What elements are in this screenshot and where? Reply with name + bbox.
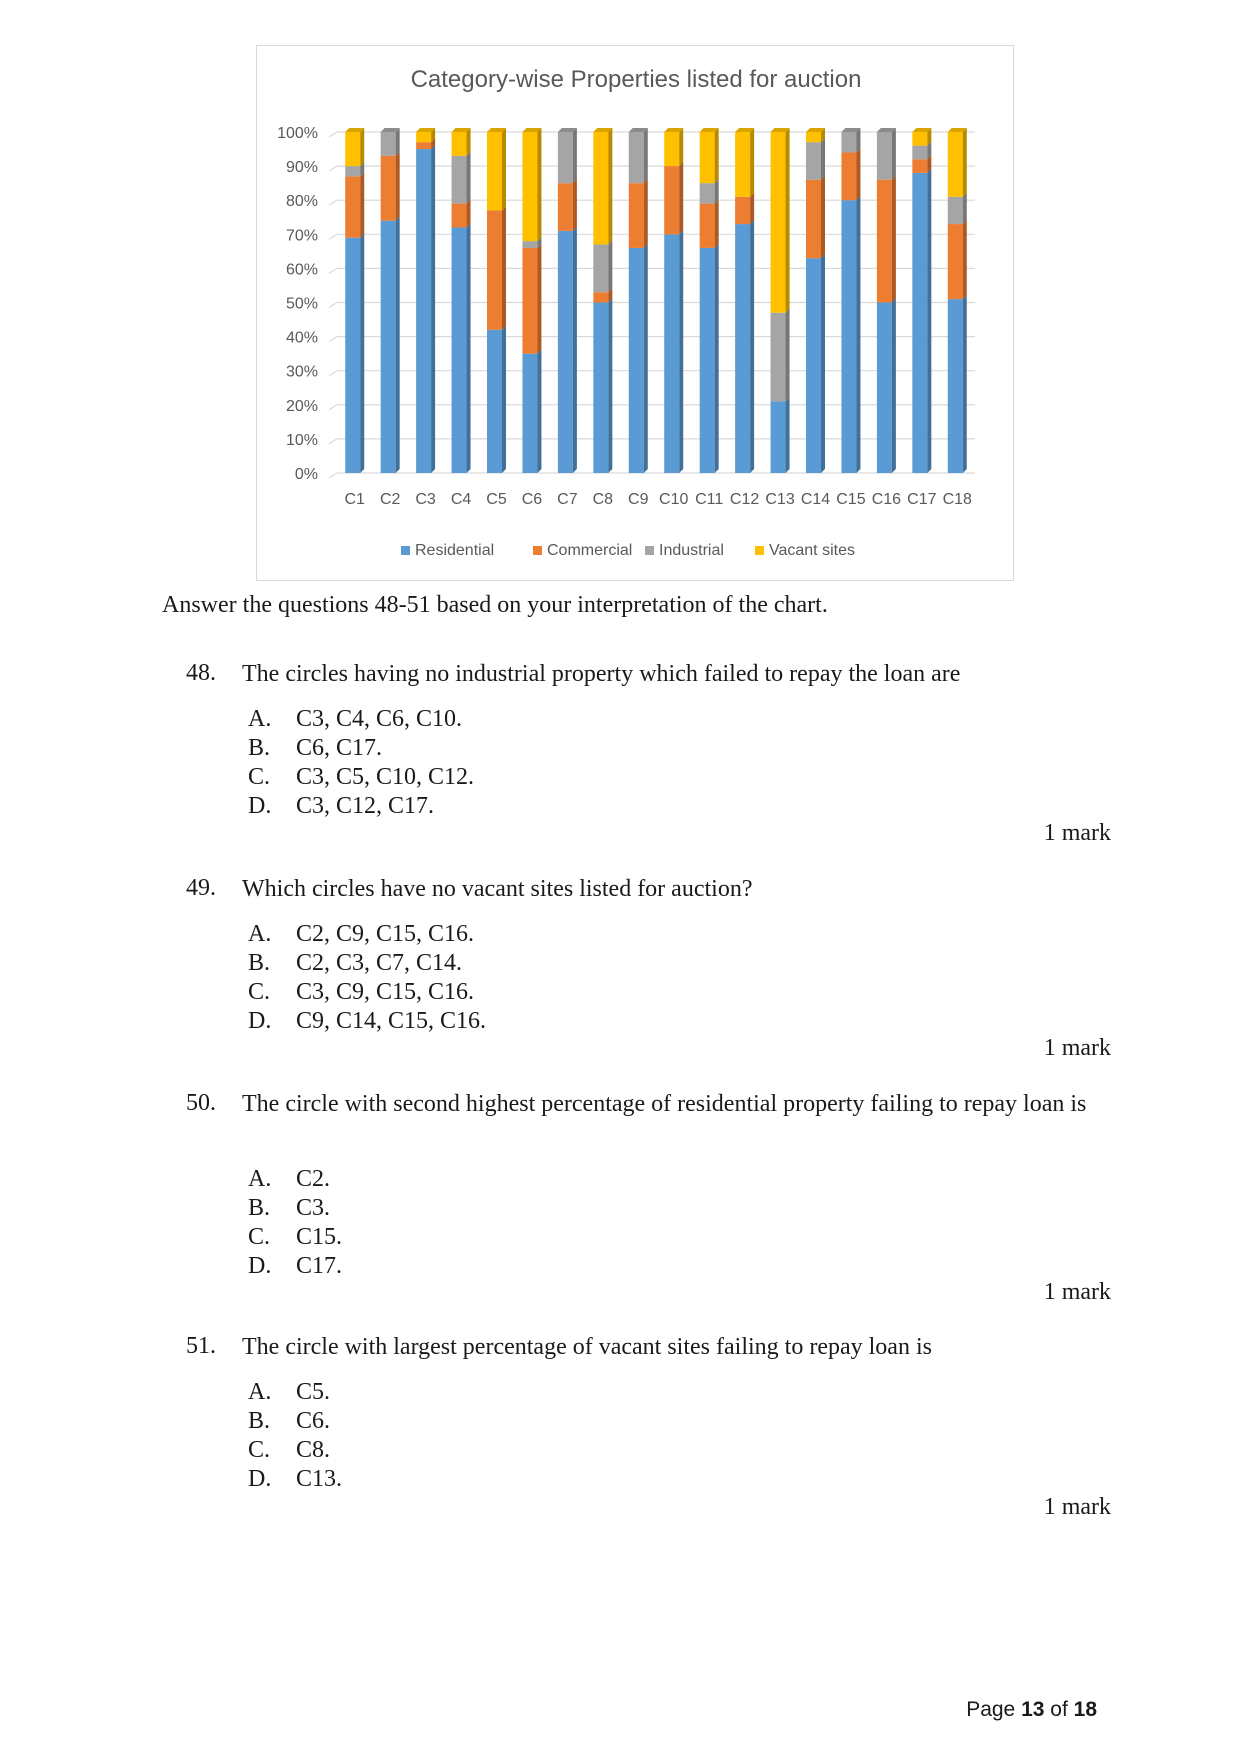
y-tick-label: 20% — [285, 397, 318, 415]
bar-segment-commercial — [841, 152, 856, 200]
question-text: The circle with second highest percentage of residential property failing to repay loan is — [242, 1091, 1087, 1117]
instructions: Answer the questions 48-51 based on your interpretation of the chart. — [162, 592, 828, 618]
gridline-depth — [329, 473, 337, 478]
y-tick-label: 100% — [277, 125, 318, 142]
gridline-depth — [329, 371, 337, 376]
bar-segment-side — [360, 172, 364, 237]
bar-segment-residential — [912, 173, 927, 473]
option-letter: B. — [248, 1408, 271, 1434]
bar-segment-residential — [841, 200, 856, 473]
bar-segment-commercial — [912, 159, 927, 173]
bar-segment-industrial — [771, 313, 786, 402]
y-tick-label: 70% — [285, 227, 318, 245]
bar-segment-vacant-sites — [416, 132, 431, 142]
y-tick-label: 50% — [285, 295, 318, 313]
option-letter: A. — [248, 706, 272, 732]
bar-segment-commercial — [877, 180, 892, 303]
y-tick-label: 40% — [285, 329, 318, 347]
x-tick-label: C2 — [379, 491, 401, 508]
bar-segment-side — [502, 206, 506, 329]
bar-segment-side — [467, 200, 471, 228]
bar-segment-side — [821, 176, 825, 258]
option-d[interactable] — [248, 1252, 342, 1281]
bar-segment-vacant-sites — [522, 132, 537, 241]
options-49 — [248, 920, 486, 1036]
option-d[interactable] — [248, 792, 474, 821]
question-51 — [186, 1333, 932, 1360]
options-48 — [248, 705, 474, 821]
bar-segment-side — [396, 217, 400, 473]
option-b[interactable] — [248, 1407, 342, 1436]
option-text: C2, C9, C15, C16. — [296, 921, 475, 947]
option-text: C13. — [296, 1466, 343, 1492]
option-c[interactable] — [248, 1223, 342, 1252]
options-50 — [248, 1165, 342, 1281]
y-tick-label: 90% — [285, 159, 318, 177]
bar-segment-side — [892, 128, 896, 180]
bar-segment-residential — [629, 248, 644, 473]
bar-segment-side — [608, 128, 612, 245]
bar-segment-side — [573, 128, 577, 183]
gridline-depth — [329, 166, 337, 171]
option-a[interactable] — [248, 1165, 342, 1194]
mark-50: 1 mark — [1043, 1279, 1111, 1305]
bar-segment-side — [786, 397, 790, 473]
page-label: Page — [966, 1698, 1016, 1721]
option-text: C3. — [296, 1195, 331, 1221]
legend-item-residential — [401, 542, 494, 559]
x-tick-label: C9 — [628, 491, 649, 508]
bar-segment-side — [750, 220, 754, 473]
question-text: The circle with largest percentage of vacant sites failing to repay loan is — [242, 1334, 932, 1360]
x-tick-label: C11 — [695, 491, 724, 508]
option-text: C3, C4, C6, C10. — [296, 706, 463, 732]
y-axis-labels — [277, 125, 318, 483]
bar-segment-side — [715, 128, 719, 183]
bar-segment-vacant-sites — [487, 132, 502, 210]
y-tick-label: 10% — [285, 431, 318, 449]
bar-segment-commercial — [345, 176, 360, 237]
bar-segment-side — [502, 128, 506, 210]
bar-segment-side — [644, 244, 648, 473]
question-48 — [186, 660, 961, 687]
gridline-depth — [329, 200, 337, 205]
x-tick-label: C16 — [871, 491, 902, 508]
mark-48: 1 mark — [1043, 820, 1111, 846]
option-c[interactable] — [248, 1436, 342, 1465]
bar-segment-commercial — [487, 210, 502, 329]
option-a[interactable] — [248, 705, 474, 734]
bar-segment-residential — [345, 238, 360, 473]
bar-segment-residential — [664, 234, 679, 473]
option-text: C6, C17. — [296, 735, 383, 761]
x-tick-label: C13 — [765, 491, 795, 508]
legend-label: Residential — [415, 542, 495, 559]
bar-segment-residential — [487, 330, 502, 473]
bar-segment-side — [750, 128, 754, 197]
bar-segment-side — [360, 128, 364, 166]
option-text: C9, C14, C15, C16. — [296, 1008, 487, 1034]
x-tick-label: C7 — [557, 491, 578, 508]
y-tick-label: 0% — [294, 466, 318, 483]
option-letter: A. — [248, 1379, 272, 1405]
bar-segment-side — [467, 223, 471, 473]
bar-segment-commercial — [416, 142, 431, 149]
gridline-depth — [329, 268, 337, 273]
bar-segment-side — [502, 326, 506, 473]
bar-segment-industrial — [629, 132, 644, 183]
bar-segment-commercial — [558, 183, 573, 231]
bar-segment-side — [963, 295, 967, 473]
bar-segment-residential — [771, 401, 786, 473]
legend-item-vacant-sites — [755, 542, 855, 559]
option-letter: C. — [248, 1437, 271, 1463]
bar-segment-industrial — [522, 241, 537, 248]
options-51 — [248, 1378, 342, 1494]
bars — [345, 128, 967, 473]
legend — [401, 542, 855, 559]
question-number: 51. — [186, 1333, 216, 1359]
option-letter: D. — [248, 793, 272, 819]
bar-segment-commercial — [629, 183, 644, 248]
bar-segment-side — [573, 227, 577, 473]
option-letter: C. — [248, 764, 271, 790]
bar-segment-industrial — [877, 132, 892, 180]
option-text: C6. — [296, 1408, 331, 1434]
question-49 — [186, 875, 753, 902]
bar-segment-side — [856, 128, 860, 152]
legend-label: Commercial — [547, 542, 633, 559]
option-text: C8. — [296, 1437, 331, 1463]
bar-segment-commercial — [452, 204, 467, 228]
bar-segment-industrial — [912, 146, 927, 160]
bar-segment-commercial — [948, 224, 963, 299]
bar-segment-vacant-sites — [948, 132, 963, 197]
chart-title: Category-wise Properties listed for auction — [410, 66, 862, 93]
legend-swatch — [645, 546, 654, 555]
bar-segment-residential — [416, 149, 431, 473]
bar-segment-commercial — [593, 292, 608, 302]
legend-label: Vacant sites — [769, 542, 855, 559]
page-total: 18 — [1073, 1698, 1097, 1721]
option-letter: C. — [248, 1224, 271, 1250]
x-tick-label: C3 — [415, 491, 436, 508]
gridline-depth — [329, 132, 337, 137]
option-letter: B. — [248, 735, 271, 761]
gridline-depth — [329, 303, 337, 308]
bar-segment-industrial — [558, 132, 573, 183]
bar-segment-side — [431, 145, 435, 473]
legend-item-industrial — [645, 542, 724, 559]
bar-segment-commercial — [735, 197, 750, 224]
option-c[interactable] — [248, 763, 474, 792]
option-d[interactable] — [248, 1007, 486, 1036]
bar-segment-side — [821, 254, 825, 473]
y-tick-label: 80% — [285, 193, 318, 211]
bar-segment-side — [644, 128, 648, 183]
mark-51: 1 mark — [1043, 1494, 1111, 1520]
bar-segment-side — [856, 148, 860, 200]
bar-segment-side — [821, 138, 825, 180]
bar-segment-industrial — [593, 245, 608, 293]
bar-segment-residential — [877, 303, 892, 474]
bar-segment-industrial — [806, 142, 821, 180]
x-tick-label: C5 — [486, 491, 507, 508]
bar-segment-residential — [452, 227, 467, 473]
bar-segment-residential — [381, 221, 396, 473]
bar-segment-commercial — [700, 204, 715, 248]
bar-segment-residential — [806, 258, 821, 473]
bar-segment-residential — [948, 299, 963, 473]
bar-segment-side — [537, 350, 541, 473]
bar-segment-residential — [558, 231, 573, 473]
page-number: 13 — [1021, 1698, 1045, 1721]
bar-segment-side — [892, 299, 896, 474]
bar-segment-side — [537, 128, 541, 241]
option-b[interactable] — [248, 1194, 342, 1223]
bar-segment-side — [608, 241, 612, 293]
bar-segment-vacant-sites — [593, 132, 608, 245]
option-letter: D. — [248, 1253, 272, 1279]
x-tick-label: C8 — [592, 491, 614, 508]
bar-segment-vacant-sites — [345, 132, 360, 166]
bar-segment-side — [963, 220, 967, 299]
option-d[interactable] — [248, 1465, 342, 1494]
bar-segment-vacant-sites — [912, 132, 927, 146]
bar-segment-side — [750, 193, 754, 224]
gridline-depth — [329, 337, 337, 342]
bar-segment-side — [467, 152, 471, 204]
legend-swatch — [755, 546, 764, 555]
bar-segment-commercial — [381, 156, 396, 221]
bar-segment-side — [608, 299, 612, 474]
bar-segment-industrial — [452, 156, 467, 204]
bar-segment-side — [396, 128, 400, 156]
bar-segment-vacant-sites — [806, 132, 821, 142]
bar-segment-side — [786, 309, 790, 402]
option-text: C3, C12, C17. — [296, 793, 435, 819]
bar-segment-side — [644, 179, 648, 248]
question-number: 49. — [186, 875, 216, 901]
bar-segment-industrial — [948, 197, 963, 224]
x-tick-label: C12 — [729, 491, 760, 508]
chart — [256, 45, 1014, 581]
option-b[interactable] — [248, 949, 486, 978]
bar-segment-industrial — [345, 166, 360, 176]
bar-segment-side — [963, 193, 967, 224]
option-text: C3, C5, C10, C12. — [296, 764, 475, 790]
option-letter: D. — [248, 1466, 272, 1492]
x-tick-label: C18 — [942, 491, 972, 508]
legend-label: Industrial — [659, 542, 724, 559]
option-a[interactable] — [248, 920, 486, 949]
stacked-bar-chart — [257, 46, 1015, 582]
bar-segment-side — [715, 200, 719, 248]
legend-swatch — [401, 546, 410, 555]
bar-segment-side — [963, 128, 967, 197]
page-footer — [966, 1698, 1097, 1722]
gridline-depth — [329, 405, 337, 410]
gridline-depth — [329, 234, 337, 239]
option-text: C17. — [296, 1253, 343, 1279]
question-number: 50. — [186, 1090, 216, 1116]
bar-segment-commercial — [664, 166, 679, 234]
bar-segment-side — [927, 169, 931, 473]
bar-segment-vacant-sites — [452, 132, 467, 156]
x-tick-label: C4 — [450, 491, 472, 508]
question-number: 48. — [186, 660, 216, 686]
option-a[interactable] — [248, 1378, 342, 1407]
option-letter: A. — [248, 921, 272, 947]
bar-segment-side — [715, 179, 719, 203]
bar-segment-side — [892, 176, 896, 303]
bar-segment-vacant-sites — [735, 132, 750, 197]
x-tick-label: C6 — [521, 491, 543, 508]
option-text: C5. — [296, 1379, 331, 1405]
option-text: C2, C3, C7, C14. — [296, 950, 463, 976]
of-label: of — [1050, 1698, 1068, 1721]
y-tick-label: 30% — [285, 363, 318, 381]
option-letter: B. — [248, 950, 271, 976]
bar-segment-side — [467, 128, 471, 156]
bar-segment-industrial — [700, 183, 715, 203]
x-tick-label: C17 — [907, 491, 937, 508]
bar-segment-industrial — [381, 132, 396, 156]
bar-segment-side — [537, 244, 541, 354]
bar-segment-commercial — [522, 248, 537, 354]
bar-segment-commercial — [806, 180, 821, 258]
bar-segment-residential — [593, 303, 608, 474]
bar-segment-side — [679, 162, 683, 234]
bar-segment-side — [856, 196, 860, 473]
x-tick-label: C1 — [344, 491, 365, 508]
option-letter: D. — [248, 1008, 272, 1034]
bar-segment-side — [715, 244, 719, 473]
option-letter: B. — [248, 1195, 271, 1221]
question-50 — [186, 1090, 1087, 1117]
gridline-depth — [329, 439, 337, 444]
bar-segment-industrial — [841, 132, 856, 152]
option-text: C2. — [296, 1166, 331, 1192]
bar-segment-vacant-sites — [771, 132, 786, 313]
option-c[interactable] — [248, 978, 486, 1007]
bar-segment-side — [573, 179, 577, 231]
mark-49: 1 mark — [1043, 1035, 1111, 1061]
bar-segment-residential — [522, 354, 537, 473]
bar-segment-side — [360, 234, 364, 473]
option-text: C3, C9, C15, C16. — [296, 979, 475, 1005]
bar-segment-residential — [700, 248, 715, 473]
y-tick-label: 60% — [285, 261, 318, 279]
x-axis-labels — [344, 491, 972, 508]
legend-swatch — [533, 546, 542, 555]
x-tick-label: C14 — [800, 491, 831, 508]
x-tick-label: C15 — [836, 491, 866, 508]
bar-segment-side — [786, 128, 790, 313]
legend-item-commercial — [533, 542, 632, 559]
bar-segment-vacant-sites — [664, 132, 679, 166]
bar-segment-side — [396, 152, 400, 221]
question-text: Which circles have no vacant sites listed for auction? — [242, 876, 753, 902]
bar-segment-side — [679, 230, 683, 473]
bar-segment-vacant-sites — [700, 132, 715, 183]
option-letter: A. — [248, 1166, 272, 1192]
bar-segment-side — [679, 128, 683, 166]
option-letter: C. — [248, 979, 271, 1005]
x-tick-label: C10 — [659, 491, 689, 508]
bar-segment-residential — [735, 224, 750, 473]
option-b[interactable] — [248, 734, 474, 763]
question-text: The circles having no industrial property which failed to repay the loan are — [242, 661, 961, 687]
option-text: C15. — [296, 1224, 343, 1250]
